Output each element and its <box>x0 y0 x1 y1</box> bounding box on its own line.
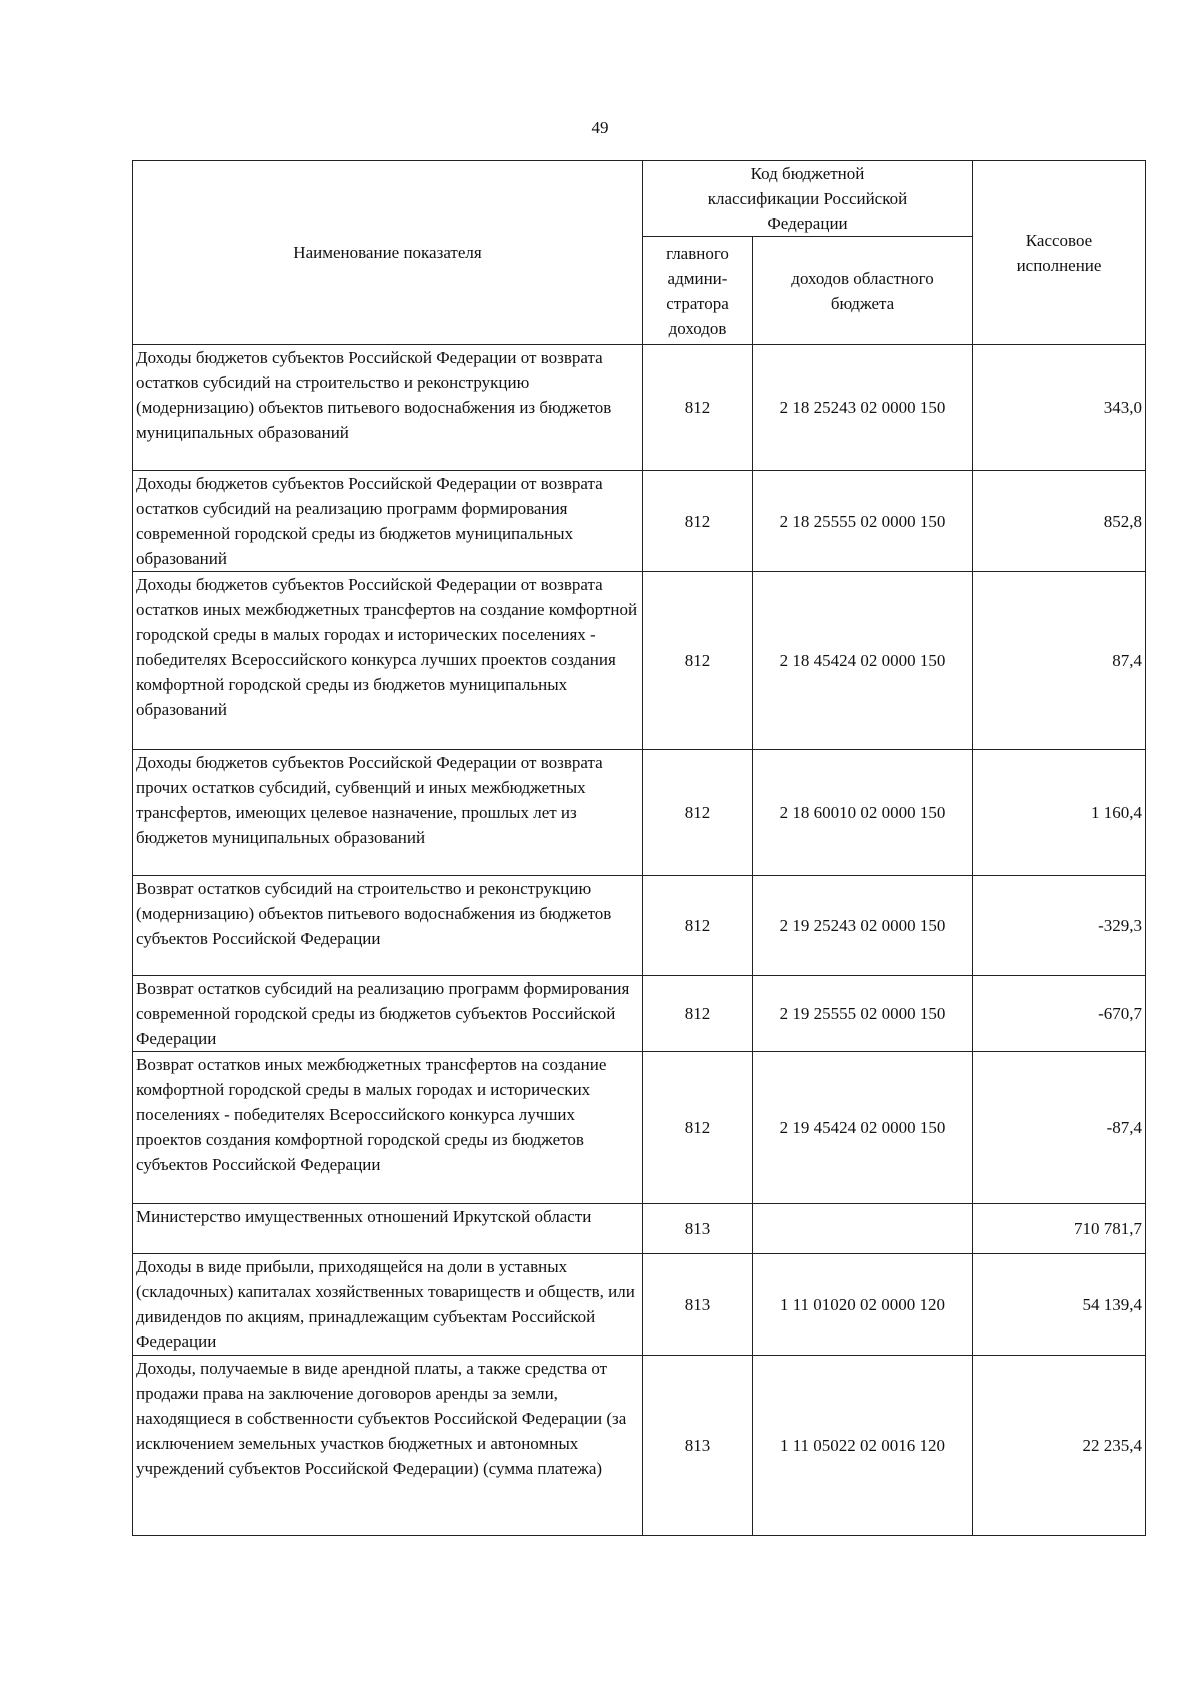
table-row <box>133 976 1146 1052</box>
row-admin-code: 812 <box>643 876 753 976</box>
row-budget-code: 2 18 25243 02 0000 150 <box>753 345 973 471</box>
row-budget-code: 1 11 05022 02 0016 120 <box>753 1356 973 1536</box>
row-budget-code: 2 18 45424 02 0000 150 <box>753 572 973 750</box>
row-amount: -670,7 <box>973 976 1146 1052</box>
table-row <box>133 1204 1146 1254</box>
table-row <box>133 876 1146 976</box>
row-admin-code: 812 <box>643 471 753 572</box>
header-amount: Кассовое исполнение <box>973 161 1146 345</box>
row-name: Министерство имущественных отношений Иркутской области <box>133 1204 643 1254</box>
row-name: Доходы бюджетов субъектов Российской Федерации от возврата остатков субсидий на реализацию программ формирования современной городской среды из бюджетов муниципальных образований <box>133 471 643 572</box>
row-budget-code: 2 18 25555 02 0000 150 <box>753 471 973 572</box>
row-name: Доходы бюджетов субъектов Российской Федерации от возврата остатков иных межбюджетных трансфертов на создание комфортной городской среды в малых городах и исторических поселениях - победителях Всероссийского конкурса лучших проектов создания комфортной городской среды из бюджетов муниципальных образований <box>133 572 643 750</box>
page-number: 49 <box>591 118 609 137</box>
budget-table <box>132 160 1146 1536</box>
row-amount: 710 781,7 <box>973 1204 1146 1254</box>
row-amount: 22 235,4 <box>973 1356 1146 1536</box>
row-admin-code: 812 <box>643 750 753 876</box>
table-row <box>133 750 1146 876</box>
row-budget-code: 2 19 25555 02 0000 150 <box>753 976 973 1052</box>
row-name: Доходы в виде прибыли, приходящейся на доли в уставных (складочных) капиталах хозяйственных товариществ и обществ, или дивидендов по акциям, принадлежащим субъектам Российской Федерации <box>133 1254 643 1356</box>
row-amount: 852,8 <box>973 471 1146 572</box>
row-amount: -87,4 <box>973 1052 1146 1204</box>
row-name: Возврат остатков иных межбюджетных трансфертов на создание комфортной городской среды в малых городах и исторических поселениях - победителях Всероссийского конкурса лучших проектов создания комфортной городской среды из бюджетов субъектов Российской Федерации <box>133 1052 643 1204</box>
row-admin-code: 813 <box>643 1356 753 1536</box>
table-row <box>133 572 1146 750</box>
row-admin-code: 812 <box>643 572 753 750</box>
row-budget-code <box>753 1204 973 1254</box>
row-name: Доходы бюджетов субъектов Российской Федерации от возврата остатков субсидий на строительство и реконструкцию (модернизацию) объектов питьевого водоснабжения из бюджетов муниципальных образований <box>133 345 643 471</box>
row-amount: -329,3 <box>973 876 1146 976</box>
row-admin-code: 813 <box>643 1254 753 1356</box>
table-row <box>133 345 1146 471</box>
header-income: доходов областного бюджета <box>753 237 973 345</box>
row-budget-code: 2 19 25243 02 0000 150 <box>753 876 973 976</box>
row-admin-code: 812 <box>643 1052 753 1204</box>
row-admin-code: 813 <box>643 1204 753 1254</box>
row-admin-code: 812 <box>643 345 753 471</box>
header-admin: главного админи-стратора доходов <box>643 237 753 345</box>
header-name: Наименование показателя <box>133 161 643 345</box>
header-code-group: Код бюджетной классификации Российской Федерации <box>643 161 973 237</box>
row-name: Возврат остатков субсидий на строительство и реконструкцию (модернизацию) объектов питьевого водоснабжения из бюджетов субъектов Российской Федерации <box>133 876 643 976</box>
row-budget-code: 2 18 60010 02 0000 150 <box>753 750 973 876</box>
row-budget-code: 2 19 45424 02 0000 150 <box>753 1052 973 1204</box>
table-row <box>133 1052 1146 1204</box>
table-row <box>133 1254 1146 1356</box>
table-row <box>133 1356 1146 1536</box>
row-amount: 54 139,4 <box>973 1254 1146 1356</box>
row-amount: 1 160,4 <box>973 750 1146 876</box>
row-name: Доходы, получаемые в виде арендной платы, а также средства от продажи права на заключение договоров аренды за земли, находящиеся в собственности субъектов Российской Федерации (за исключением земельных участков бюджетных и автономных учреждений субъектов Российской Федерации) (сумма платежа) <box>133 1356 643 1536</box>
row-budget-code: 1 11 01020 02 0000 120 <box>753 1254 973 1356</box>
row-name: Возврат остатков субсидий на реализацию программ формирования современной городской среды из бюджетов субъектов Российской Федерации <box>133 976 643 1052</box>
row-admin-code: 812 <box>643 976 753 1052</box>
row-amount: 343,0 <box>973 345 1146 471</box>
table-row <box>133 471 1146 572</box>
row-name: Доходы бюджетов субъектов Российской Федерации от возврата прочих остатков субсидий, субвенций и иных межбюджетных трансфертов, имеющих целевое назначение, прошлых лет из бюджетов муниципальных образований <box>133 750 643 876</box>
row-amount: 87,4 <box>973 572 1146 750</box>
